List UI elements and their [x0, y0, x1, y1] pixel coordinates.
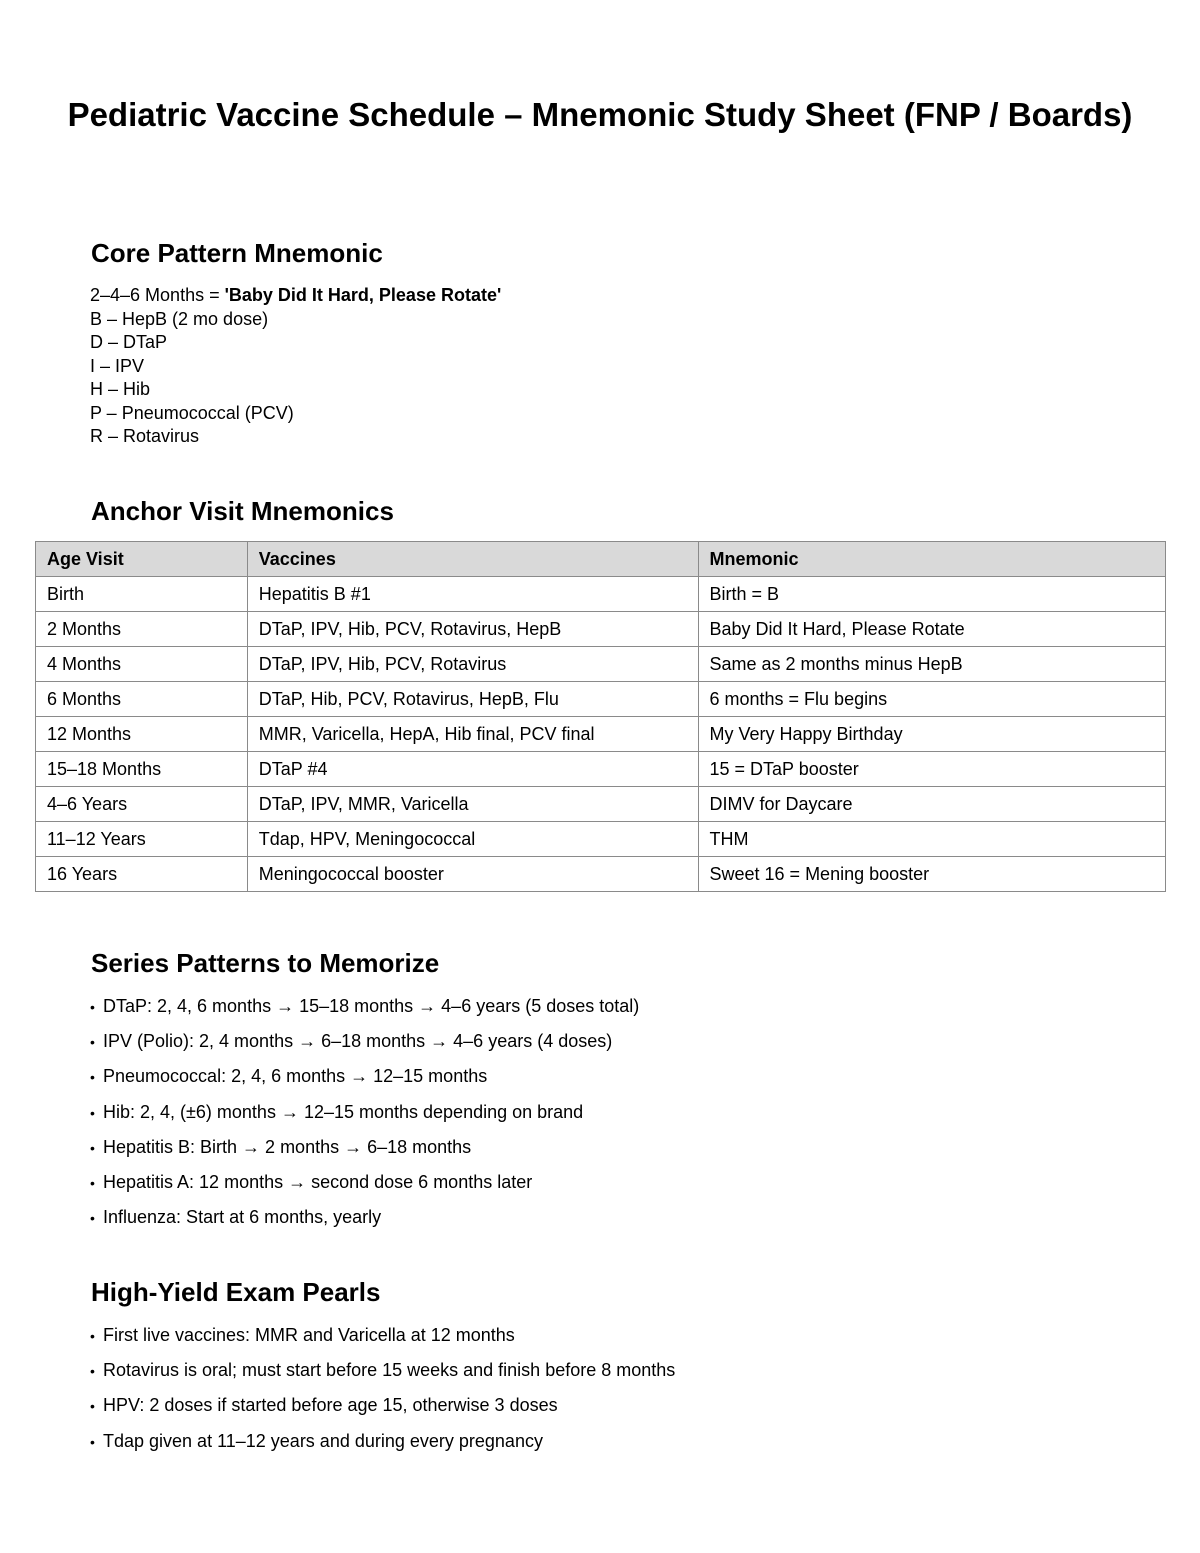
bullet-icon: • — [90, 1069, 95, 1086]
list-item — [90, 1359, 675, 1394]
core-pattern-intro — [90, 284, 501, 308]
series-patterns-heading: Series Patterns to Memorize — [91, 948, 440, 978]
list-item — [90, 1430, 675, 1465]
core-pattern-intro-prefix: 2–4–6 Months = — [90, 285, 225, 305]
list-item-text: Rotavirus is oral; must start before 15 weeks and finish before 8 months — [103, 1360, 676, 1381]
table-row — [36, 822, 1166, 857]
mnemonic-cell: 6 months = Flu begins — [698, 682, 1166, 717]
vaccines-cell: DTaP, IPV, MMR, Varicella — [247, 787, 698, 822]
list-item-text: Hepatitis A: 12 months → second dose 6 months later — [103, 1171, 533, 1192]
list-item — [90, 1065, 639, 1100]
list-item-text: HPV: 2 doses if started before age 15, otherwise 3 doses — [103, 1395, 558, 1416]
column-header-mnemonic: Mnemonic — [698, 542, 1166, 577]
table-row — [36, 577, 1166, 612]
anchor-visit-heading: Anchor Visit Mnemonics — [91, 496, 394, 526]
anchor-visit-table — [35, 541, 1166, 892]
exam-pearls-list — [90, 1324, 675, 1465]
bullet-icon: • — [90, 1139, 95, 1156]
table-row — [36, 612, 1166, 647]
list-item — [90, 1171, 639, 1206]
mnemonic-cell: Same as 2 months minus HepB — [698, 647, 1166, 682]
list-item — [90, 1394, 675, 1429]
list-item-text: Tdap given at 11–12 years and during every pregnancy — [103, 1430, 543, 1451]
vaccines-cell: DTaP, Hib, PCV, Rotavirus, HepB, Flu — [247, 682, 698, 717]
mnemonic-cell: Baby Did It Hard, Please Rotate — [698, 612, 1166, 647]
table-row — [36, 857, 1166, 892]
mnemonic-cell: Sweet 16 = Mening booster — [698, 857, 1166, 892]
age-visit-cell: 12 Months — [36, 717, 248, 752]
list-item — [90, 1101, 639, 1136]
table-row — [36, 647, 1166, 682]
bullet-icon: • — [90, 1433, 95, 1450]
age-visit-cell: 4 Months — [36, 647, 248, 682]
core-pattern-mnemonic: 'Baby Did It Hard, Please Rotate' — [224, 285, 502, 305]
list-item — [90, 1030, 639, 1065]
bullet-icon: • — [90, 1034, 95, 1051]
vaccines-cell: Tdap, HPV, Meningococcal — [247, 822, 698, 857]
vaccines-cell: Meningococcal booster — [247, 857, 698, 892]
list-item-text: Hepatitis B: Birth → 2 months → 6–18 months — [103, 1136, 472, 1157]
core-pattern-item: R – Rotavirus — [90, 426, 200, 446]
list-item-text: Influenza: Start at 6 months, yearly — [103, 1207, 382, 1228]
list-item-text: Hib: 2, 4, (±6) months → 12–15 months depending on brand — [103, 1101, 584, 1122]
table-header-row — [36, 542, 1166, 577]
list-item — [90, 995, 639, 1030]
vaccines-cell: MMR, Varicella, HepA, Hib final, PCV final — [247, 717, 698, 752]
mnemonic-cell: DIMV for Daycare — [698, 787, 1166, 822]
age-visit-cell: 16 Years — [36, 857, 248, 892]
bullet-icon: • — [90, 1363, 95, 1380]
table-row — [36, 717, 1166, 752]
vaccines-cell: DTaP, IPV, Hib, PCV, Rotavirus — [247, 647, 698, 682]
series-patterns-list — [90, 995, 639, 1241]
age-visit-cell: 11–12 Years — [36, 822, 248, 857]
vaccines-cell: Hepatitis B #1 — [247, 577, 698, 612]
table-row — [36, 787, 1166, 822]
mnemonic-cell: Birth = B — [698, 577, 1166, 612]
bullet-icon: • — [90, 1328, 95, 1344]
bullet-icon: • — [90, 1398, 95, 1415]
bullet-icon: • — [90, 999, 95, 1015]
table-row — [36, 682, 1166, 717]
bullet-icon: • — [90, 1104, 95, 1121]
list-item — [90, 1136, 639, 1171]
core-pattern-item: P – Pneumococcal (PCV) — [90, 402, 294, 423]
mnemonic-cell: My Very Happy Birthday — [698, 717, 1166, 752]
bullet-icon: • — [90, 1210, 95, 1227]
age-visit-cell: 2 Months — [36, 612, 248, 647]
page-title: Pediatric Vaccine Schedule – Mnemonic Study Sheet (FNP / Boards) — [67, 96, 1133, 133]
list-item-text: IPV (Polio): 2, 4 months → 6–18 months → 4–6 years (4 doses) — [103, 1031, 613, 1052]
bullet-icon: • — [90, 1174, 95, 1191]
core-pattern-item: H – Hib — [90, 379, 151, 399]
mnemonic-cell: THM — [698, 822, 1166, 857]
age-visit-cell: 15–18 Months — [36, 752, 248, 787]
age-visit-cell: Birth — [36, 577, 248, 612]
vaccines-cell: DTaP, IPV, Hib, PCV, Rotavirus, HepB — [247, 612, 698, 647]
table-row — [36, 752, 1166, 787]
column-header-age-visit: Age Visit — [36, 542, 248, 577]
age-visit-cell: 6 Months — [36, 682, 248, 717]
list-item-text: Pneumococcal: 2, 4, 6 months → 12–15 months — [103, 1066, 488, 1087]
core-pattern-list — [90, 284, 501, 449]
list-item — [90, 1324, 675, 1359]
core-pattern-heading: Core Pattern Mnemonic — [91, 238, 383, 268]
age-visit-cell: 4–6 Years — [36, 787, 248, 822]
core-pattern-item: I – IPV — [90, 355, 145, 376]
exam-pearls-heading: High-Yield Exam Pearls — [91, 1277, 381, 1307]
mnemonic-cell: 15 = DTaP booster — [698, 752, 1166, 787]
core-pattern-item: B – HepB (2 mo dose) — [90, 308, 269, 329]
vaccines-cell: DTaP #4 — [247, 752, 698, 787]
core-pattern-item: D – DTaP — [90, 332, 168, 352]
column-header-vaccines: Vaccines — [247, 542, 698, 577]
list-item-text: First live vaccines: MMR and Varicella at 12 months — [103, 1325, 515, 1345]
list-item-text: DTaP: 2, 4, 6 months → 15–18 months → 4–6 years (5 doses total) — [103, 996, 640, 1016]
list-item — [90, 1206, 639, 1241]
